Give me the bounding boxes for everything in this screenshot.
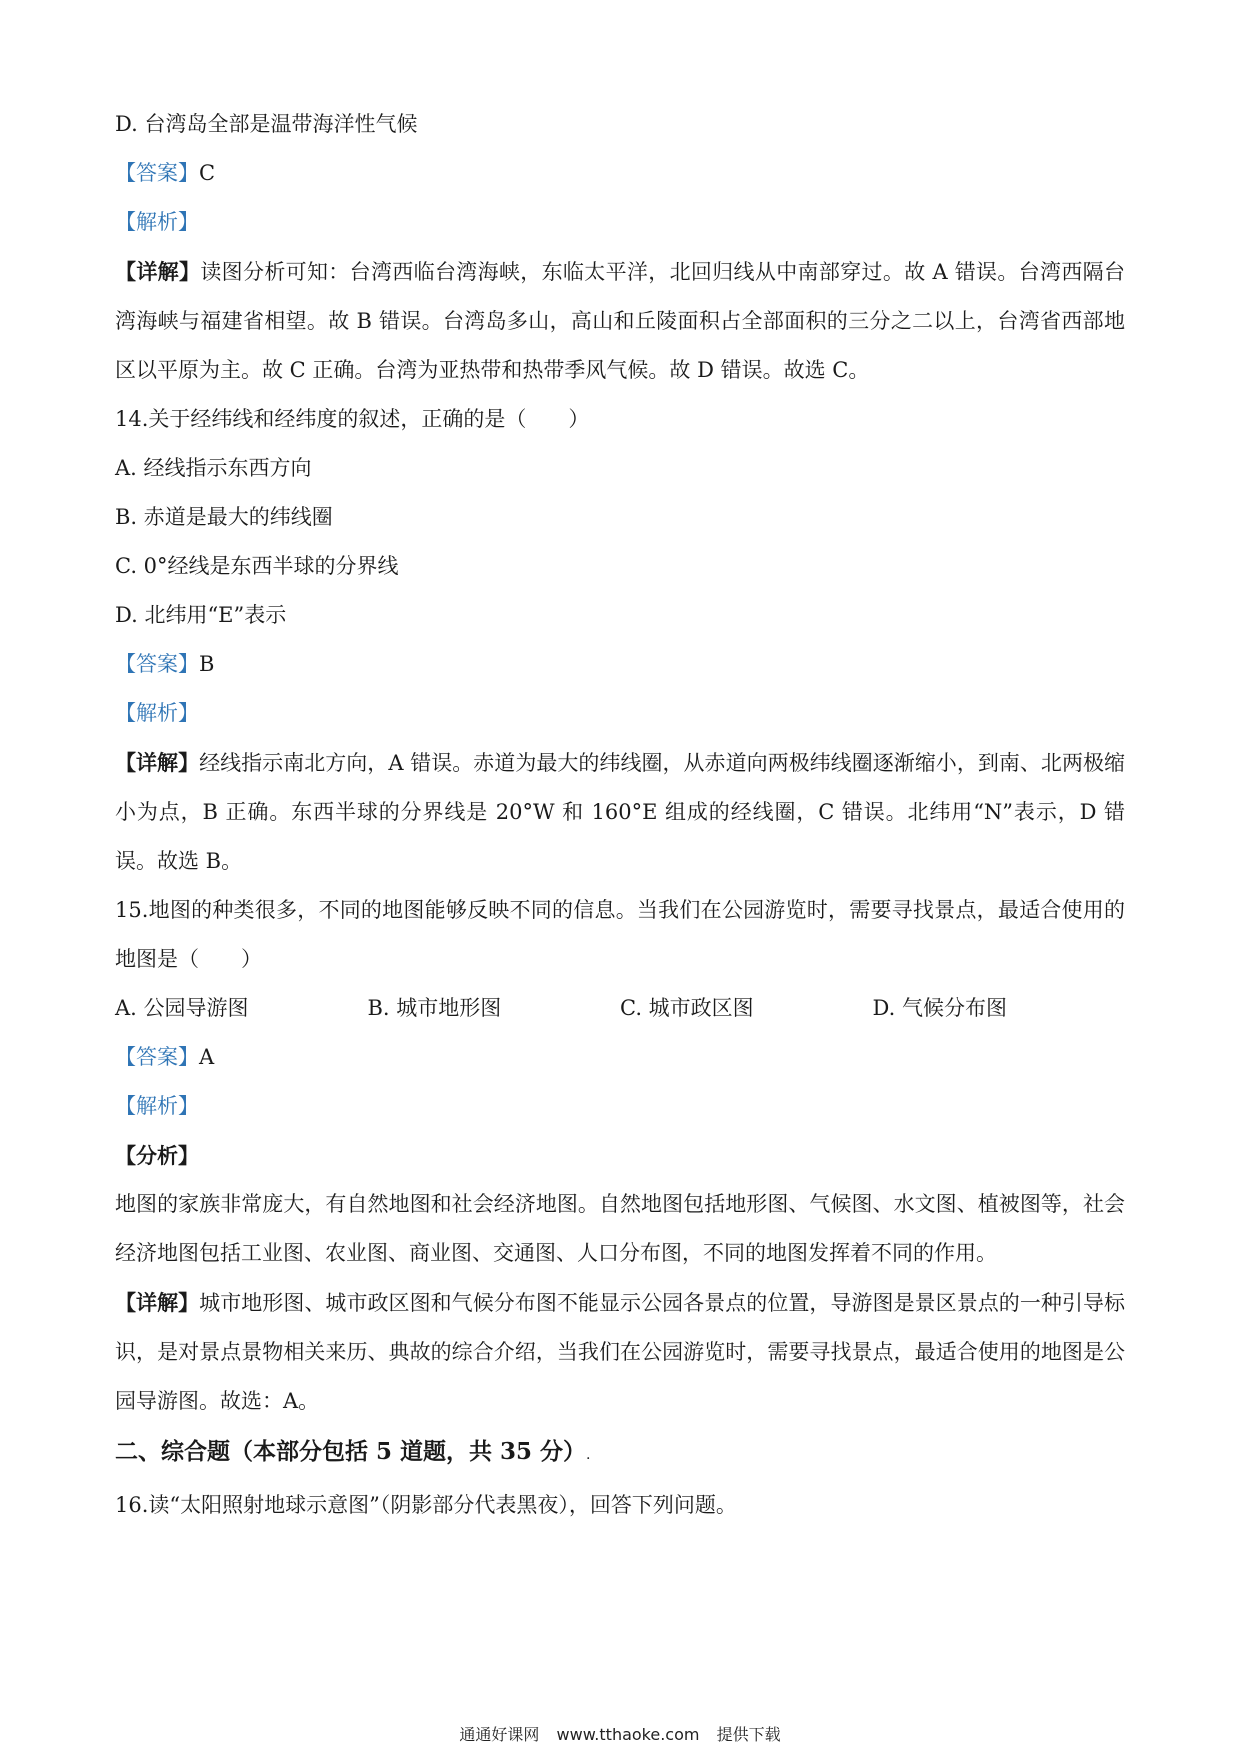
q14-question: 14.关于经纬线和经纬度的叙述，正确的是（ ） [115, 407, 590, 431]
document-page [115, 100, 1125, 1530]
q13-analysis-label: 【解析】 [115, 210, 199, 234]
detail-label: 【详解】 [115, 1290, 200, 1315]
q15-option-a: A. 公园导游图 [115, 996, 249, 1020]
answer-label: 【答案】 [115, 161, 199, 185]
q15-question: 15.地图的种类很多，不同的地图能够反映不同的信息。当我们在公园游览时，需要寻找景点，最适合使用的地图是（ ） [115, 898, 1125, 971]
footer-note: 提供下载 [716, 1725, 781, 1744]
detail-text: 城市地形图、城市政区图和气候分布图不能显示公园各景点的位置，导游图是景区景点的一种引导标识，是对景点景物相关来历、典故的综合介绍，当我们在公园游览时，需要寻找景点，最适合使用的地图是公园导游图。故选：A。 [115, 1291, 1125, 1413]
q13-detail [115, 247, 1125, 395]
answer-value: C [199, 161, 216, 185]
answer-value: B [199, 652, 215, 676]
q14-option-a: A. 经线指示东西方向 [115, 456, 312, 480]
section-heading-suffix: . [586, 1447, 591, 1463]
q14-analysis-label: 【解析】 [115, 701, 199, 725]
answer-value: A [199, 1045, 215, 1069]
page-footer [0, 1722, 1240, 1745]
q14-option-d: D. 北纬用“E”表示 [115, 603, 287, 627]
q15-option-d: D. 气候分布图 [872, 996, 1007, 1020]
detail-text: 经线指示南北方向，A 错误。赤道为最大的纬线圈，从赤道向两极纬线圈逐渐缩小，到南、北两极缩小为点，B 正确。东西半球的分界线是 20°W 和 160°E 组成的经线圈，C 错误。北纬用“N”表示，D 错误。故选 B。 [115, 751, 1126, 873]
q15-options [115, 984, 1125, 1033]
q13-answer [115, 149, 1125, 198]
q15-fenxi-label: 【分析】 [115, 1143, 199, 1168]
q14-option-c: C. 0°经线是东西半球的分界线 [115, 554, 399, 578]
detail-label: 【详解】 [115, 259, 201, 284]
detail-label: 【详解】 [115, 750, 200, 775]
section-heading [115, 1426, 1125, 1481]
q16-question: 16.读“太阳照射地球示意图”（阴影部分代表黑夜），回答下列问题。 [115, 1493, 737, 1517]
q14-detail [115, 738, 1125, 886]
q15-option-b: B. 城市地形图 [367, 996, 502, 1020]
q14-answer [115, 640, 1125, 689]
footer-site-name: 通通好课网 [459, 1725, 540, 1744]
answer-label: 【答案】 [115, 652, 199, 676]
detail-text: 读图分析可知：台湾西临台湾海峡，东临太平洋，北回归线从中南部穿过。故 A 错误。台湾西隔台湾海峡与福建省相望。故 B 错误。台湾岛多山，高山和丘陵面积占全部面积的三分之二以上，台湾省西部地区以平原为主。故 C 正确。台湾为亚热带和热带季风气候。故 D 错误。故选 C。 [115, 260, 1126, 382]
q15-option-c: C. 城市政区图 [620, 996, 754, 1020]
q15-answer [115, 1033, 1125, 1082]
q15-analysis-label: 【解析】 [115, 1094, 199, 1118]
q15-fenxi-text: 地图的家族非常庞大，有自然地图和社会经济地图。自然地图包括地形图、气候图、水文图、植被图等，社会经济地图包括工业图、农业图、商业图、交通图、人口分布图，不同的地图发挥着不同的作用。 [115, 1192, 1125, 1265]
q15-detail [115, 1278, 1125, 1426]
q13-option-d: D. 台湾岛全部是温带海洋性气候 [115, 112, 418, 136]
q14-option-b: B. 赤道是最大的纬线圈 [115, 505, 333, 529]
section-heading-text: 二、综合题（本部分包括 5 道题，共 35 分） [115, 1438, 587, 1465]
footer-url: www.tthaoke.com [556, 1725, 700, 1744]
answer-label: 【答案】 [115, 1045, 199, 1069]
